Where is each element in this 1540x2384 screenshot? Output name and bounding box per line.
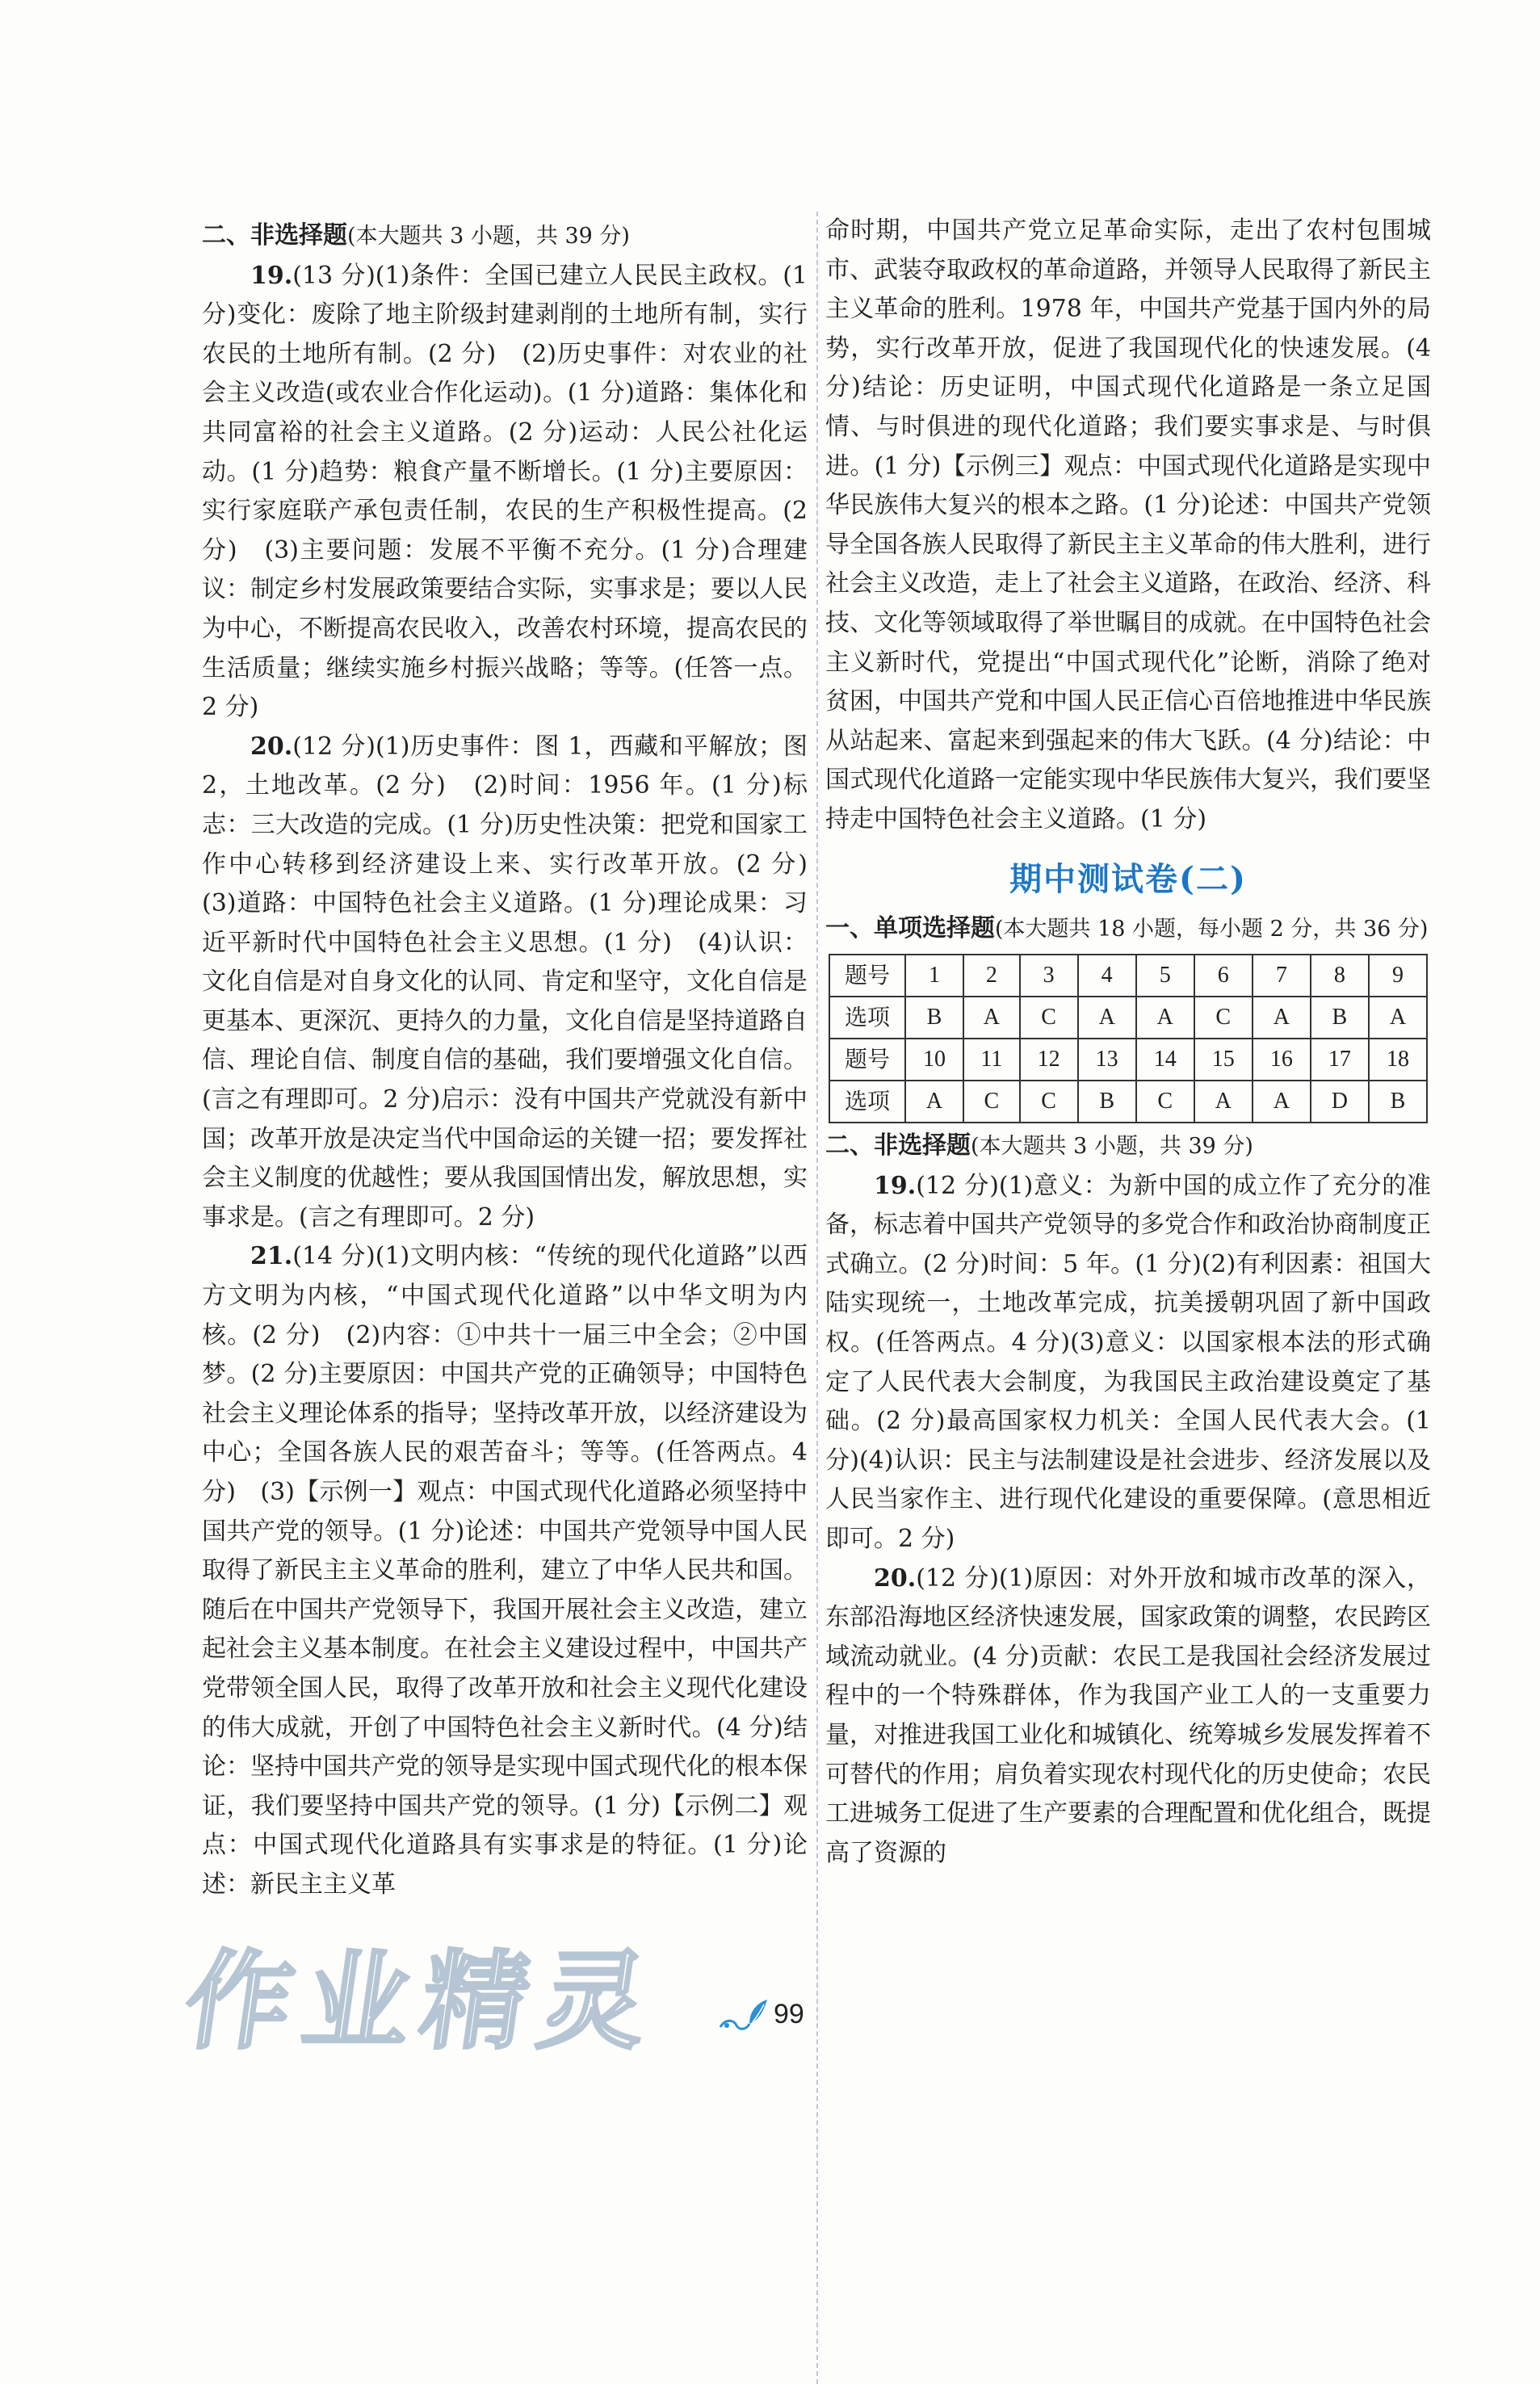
q19-text: (12 分)(1)意义：为新中国的成立作了充分的准备，标志着中国共产党领导的多党合作和政治协商制度正式确立。(2 分)时间：5 年。(1 分)(2)有利因素：祖国大陆实现统一，土地改革完成，抗美援朝巩固了新中国政权。(任答两点。4 分)(3)意义：以国家根本法的形式确定了人民代表大会制度，为我国民主政治建设奠定了基础。(2 分)最高国家权力机关：全国人民代表大会。(1 分)(4)认识：民主与法制建设是社会进步、经济发展以及人民当家作主、进行现代化建设的重要保障。(意思相近即可。2 分) (825, 1171, 1431, 1554)
cell-a: A (1369, 997, 1427, 1039)
q21-text: (14 分)(1)文明内核：“传统的现代化道路”以西方文明为内核，“中国式现代化道路”以中华文明为内核。(2 分) (2)内容：①中共十一届三中全会；②中国梦。(2 分)主要原因：中国共产党的正确领导；中国特色社会主义理论体系的指导；坚持改革开放，以经济建设为中心；全国各族人民的艰苦奋斗；等等。(任答两点。4 分) (3)【示例一】观点：中国式现代化道路必须坚持中国共产党的领导。(1 分)论述：中国共产党领导中国人民取得了新民主主义革命的胜利，建立了中华人民共和国。随后在中国共产党领导下，我国开展社会主义改造，建立起社会主义基本制度。在社会主义建设过程中，中国共产党带领全国人民，取得了改革开放和社会主义现代化建设的伟大成就，开创了中国特色社会主义新时代。(4 分)结论：坚持中国共产党的领导是实现中国式现代化的根本保证，我们要坚持中国共产党的领导。(1 分)【示例二】观点：中国式现代化道路具有实事求是的特征。(1 分)论述：新民主主义革 (202, 1242, 808, 1899)
cell-q: 14 (1136, 1039, 1194, 1081)
cell-a: B (1078, 1081, 1136, 1123)
column-divider (816, 212, 818, 2384)
q20-number: 20. (874, 1563, 917, 1593)
cell-a: D (1311, 1081, 1369, 1123)
cell-q: 12 (1020, 1039, 1078, 1081)
cell-q: 4 (1078, 955, 1136, 997)
cell-q: 8 (1311, 955, 1369, 997)
right-section2-subtitle: (本大题共 3 小题，共 39 分) (971, 1134, 1253, 1160)
q21-continuation: 命时期，中国共产党立足革命实际，走出了农村包围城市、武装夺取政权的革命道路，并领导人民取得了新民主主义革命的胜利。1978 年，中国共产党基于国内外的局势，实行改革开放，促进了我国现代化的快速发展。(4 分)结论：历史证明，中国式现代化道路是一条立足国情、与时俱进的现代化道路；我们要实事求是、与时俱进。(1 分)【示例三】观点：中国式现代化道路是实现中华民族伟大复兴的根本之路。(1 分)论述：中国共产党领导全国各族人民取得了新民主主义革命的伟大胜利，进行社会主义改造，走上了社会主义道路，在政治、经济、科技、文化等领域取得了举世瞩目的成就。在中国特色社会主义新时代，党提出“中国式现代化”论断，消除了绝对贫困，中国共产党和中国人民正信心百倍地推进中华民族从站起来、富起来到强起来的伟大飞跃。(4 分)结论：中国式现代化道路一定能实现中华民族伟大复兴，我们要坚持走中国特色社会主义道路。(1 分) (825, 216, 1431, 833)
row-label-question: 题号 (829, 1039, 905, 1081)
table-row-answers-2 (829, 1081, 1427, 1123)
table-row-questions-1 (829, 955, 1427, 997)
answer-table (829, 954, 1428, 1123)
cell-q: 17 (1311, 1039, 1369, 1081)
right-section1-heading (825, 909, 1431, 950)
right-section1-subtitle: (本大题共 18 小题，每小题 2 分，共 36 分) (995, 916, 1429, 942)
left-section2-heading (202, 216, 808, 257)
answer-q19-left (202, 257, 808, 728)
cell-q: 13 (1078, 1039, 1136, 1081)
left-column (202, 216, 832, 1905)
cell-a: B (1311, 997, 1369, 1039)
wave-leaf-icon (717, 1995, 770, 2037)
page-number: 99 (774, 1999, 804, 2029)
cell-a: A (1194, 1081, 1253, 1123)
row-label-answer: 选项 (829, 1081, 905, 1123)
right-column (825, 212, 1431, 1873)
answer-q20-left (202, 728, 832, 1238)
q19-number: 19. (250, 261, 293, 290)
cell-q: 2 (963, 955, 1020, 997)
left-section2-subtitle: (本大题共 3 小题，共 39 分) (347, 224, 630, 249)
cell-a: C (1020, 1081, 1078, 1123)
row-label-question: 题号 (829, 955, 905, 997)
cell-a: C (1136, 1081, 1194, 1123)
table-row-questions-2 (829, 1039, 1427, 1081)
cell-q: 18 (1369, 1039, 1427, 1081)
cell-q: 11 (963, 1039, 1020, 1081)
watermark: 作业精灵 (177, 1940, 667, 2064)
left-section2-title: 二、非选择题 (202, 221, 347, 250)
q20-text: (12 分)(1)原因：对外开放和城市改革的深入，东部沿海地区经济快速发展，国家政策的调整，农民跨区域流动就业。(4 分)贡献：农民工是我国社会经济发展过程中的一个特殊群体，作为我国产业工人的一支重要力量，对推进我国工业化和城镇化、统筹城乡发展发挥着不可替代的作用；肩负着实现农村现代化的历史使命；农民工进城务工促进了生产要素的合理配置和优化组合，既提高了资源的 (825, 1563, 1431, 1867)
answer-q20-right (825, 1559, 1431, 1874)
cell-a: C (1020, 997, 1078, 1039)
cell-q: 3 (1020, 955, 1078, 997)
cell-q: 15 (1194, 1039, 1253, 1081)
cell-a: B (1369, 1081, 1427, 1123)
cell-a: A (963, 997, 1020, 1039)
cell-q: 1 (905, 955, 963, 997)
q20-number: 20. (250, 732, 293, 761)
table-row-answers-1 (829, 997, 1427, 1039)
q20-text: (12 分)(1)历史事件：图 1，西藏和平解放；图 2，土地改革。(2 分) (2)时间：1956 年。(1 分)标志：三大改造的完成。(1 分)历史性决策：把党和国家工作中心转移到经济建设上来、实行改革开放。(2 分) (3)道路：中国特色社会主义道路。(1 分)理论成果：习近平新时代中国特色社会主义思想。(1 分) (4)认识：文化自信是对自身文化的认同、肯定和坚守，文化自信是更基本、更深沉、更持久的力量，文化自信是坚持道路自信、理论自信、制度自信的基础，我们要增强文化自信。(言之有理即可。2 分)启示：没有中国共产党就没有新中国；改革开放是决定当代中国命运的关键一招；要发挥社会主义制度的优越性；要从我国国情出发，解放思想，实事求是。(言之有理即可。2 分) (202, 732, 832, 1232)
cell-a: B (905, 997, 963, 1039)
cell-q: 10 (905, 1039, 963, 1081)
cell-a: A (1253, 1081, 1311, 1123)
cell-q: 9 (1369, 955, 1427, 997)
exam-title: 期中测试卷(二) (1009, 859, 1247, 898)
answer-q21-left (202, 1237, 808, 1904)
cell-a: A (905, 1081, 963, 1123)
cell-a: A (1136, 997, 1194, 1039)
cell-a: C (1194, 997, 1253, 1039)
cell-q: 5 (1136, 955, 1194, 997)
cell-a: A (1078, 997, 1136, 1039)
cell-a: C (963, 1081, 1020, 1123)
q19-text: (13 分)(1)条件：全国已建立人民民主政权。(1 分)变化：废除了地主阶级封建剥削的土地所有制，实行农民的土地所有制。(2 分) (2)历史事件：对农业的社会主义改造(或农业合作化运动)。(1 分)道路：集体化和共同富裕的社会主义道路。(2 分)运动：人民公社化运动。(1 分)趋势：粮食产量不断增长。(1 分)主要原因：实行家庭联产承包责任制，农民的生产积极性提高。(2 分) (3)主要问题：发展不平衡不充分。(1 分)合理建议：制定乡村发展政策要结合实际，实事求是；要以人民为中心，不断提高农民收入，改善农村环境，提高农民的生活质量；继续实施乡村振兴战略；等等。(任答一点。2 分) (202, 261, 808, 722)
row-label-answer: 选项 (829, 997, 905, 1039)
q19-number: 19. (874, 1171, 917, 1200)
cell-a: A (1253, 997, 1311, 1039)
cell-q: 7 (1253, 955, 1311, 997)
cell-q: 6 (1194, 955, 1253, 997)
answer-q19-right (825, 1167, 1431, 1559)
cell-q: 16 (1253, 1039, 1311, 1081)
q21-number: 21. (250, 1242, 293, 1271)
right-section1-title: 一、单项选择题 (825, 913, 995, 942)
right-section2-title: 二、非选择题 (825, 1131, 971, 1161)
right-section2-heading (825, 1127, 1431, 1167)
